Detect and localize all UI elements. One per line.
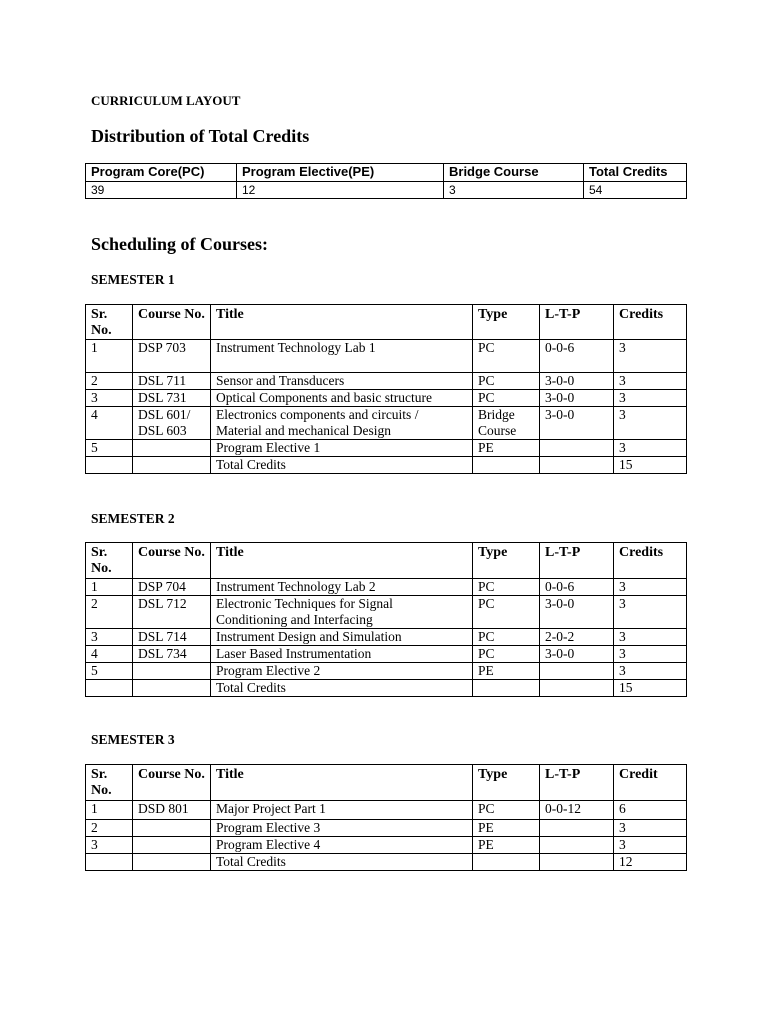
cell-sr bbox=[86, 457, 133, 474]
cell-ltp: 0-0-6 bbox=[540, 579, 614, 596]
distribution-header-cell: Bridge Course bbox=[444, 164, 584, 182]
header-course: Course No. bbox=[133, 765, 211, 801]
cell-title: Instrument Technology Lab 1 bbox=[211, 340, 473, 373]
distribution-value-row bbox=[86, 182, 687, 199]
cell-credits: 3 bbox=[614, 407, 687, 440]
cell-type: PE bbox=[473, 663, 540, 680]
cell-ltp bbox=[540, 440, 614, 457]
cell-credits: 3 bbox=[614, 837, 687, 854]
cell-ltp: 3-0-0 bbox=[540, 407, 614, 440]
cell-title: Program Elective 2 bbox=[211, 663, 473, 680]
cell-course bbox=[133, 820, 211, 837]
header-sr: Sr. No. bbox=[86, 305, 133, 340]
cell-ltp: 2-0-2 bbox=[540, 629, 614, 646]
cell-sr: 4 bbox=[86, 646, 133, 663]
semester-1-title: SEMESTER 1 bbox=[91, 272, 175, 287]
table-header-row bbox=[86, 543, 687, 579]
cell-course bbox=[133, 440, 211, 457]
header-title: Title bbox=[211, 765, 473, 801]
cell-sr: 2 bbox=[86, 820, 133, 837]
cell-ltp: 3-0-0 bbox=[540, 390, 614, 407]
table-row bbox=[86, 854, 687, 871]
table-row bbox=[86, 596, 687, 629]
cell-course bbox=[133, 457, 211, 474]
cell-title: Instrument Design and Simulation bbox=[211, 629, 473, 646]
header-ltp: L-T-P bbox=[540, 765, 614, 801]
header-course: Course No. bbox=[133, 305, 211, 340]
cell-ltp bbox=[540, 663, 614, 680]
table-row bbox=[86, 801, 687, 820]
cell-sr: 3 bbox=[86, 390, 133, 407]
cell-sr: 1 bbox=[86, 801, 133, 820]
cell-type: PC bbox=[473, 579, 540, 596]
cell-type: PE bbox=[473, 440, 540, 457]
header-credits: Credits bbox=[614, 543, 687, 579]
cell-title: Program Elective 4 bbox=[211, 837, 473, 854]
cell-course bbox=[133, 663, 211, 680]
table-header-row bbox=[86, 765, 687, 801]
cell-credits: 3 bbox=[614, 596, 687, 629]
cell-title: Total Credits bbox=[211, 680, 473, 697]
cell-ltp: 3-0-0 bbox=[540, 646, 614, 663]
cell-type: PE bbox=[473, 820, 540, 837]
cell-sr: 4 bbox=[86, 407, 133, 440]
cell-title: Optical Components and basic structure bbox=[211, 390, 473, 407]
cell-title: Instrument Technology Lab 2 bbox=[211, 579, 473, 596]
header-sr: Sr. No. bbox=[86, 765, 133, 801]
cell-type bbox=[473, 854, 540, 871]
cell-ltp: 3-0-0 bbox=[540, 373, 614, 390]
cell-type: PC bbox=[473, 596, 540, 629]
cell-course: DSL 731 bbox=[133, 390, 211, 407]
cell-type: PC bbox=[473, 390, 540, 407]
cell-course: DSL 712 bbox=[133, 596, 211, 629]
cell-type bbox=[473, 680, 540, 697]
table-row bbox=[86, 820, 687, 837]
table-row bbox=[86, 646, 687, 663]
distribution-header-cell: Total Credits bbox=[584, 164, 687, 182]
cell-type: PC bbox=[473, 629, 540, 646]
distribution-value-cell: 12 bbox=[237, 182, 444, 199]
table-row bbox=[86, 629, 687, 646]
table-row bbox=[86, 663, 687, 680]
cell-course: DSL 601/ DSL 603 bbox=[133, 407, 211, 440]
header-course: Course No. bbox=[133, 543, 211, 579]
cell-title: Laser Based Instrumentation bbox=[211, 646, 473, 663]
cell-credits: 3 bbox=[614, 579, 687, 596]
header-title: Title bbox=[211, 543, 473, 579]
table-header-row bbox=[86, 305, 687, 340]
cell-credits: 3 bbox=[614, 373, 687, 390]
table-row bbox=[86, 837, 687, 854]
cell-course: DSL 734 bbox=[133, 646, 211, 663]
header-type: Type bbox=[473, 305, 540, 340]
table-row bbox=[86, 340, 687, 373]
scheduling-title: Scheduling of Courses: bbox=[91, 234, 269, 254]
header-sr: Sr. No. bbox=[86, 543, 133, 579]
header-ltp: L-T-P bbox=[540, 543, 614, 579]
semester-3-table bbox=[85, 764, 687, 871]
cell-ltp: 0-0-12 bbox=[540, 801, 614, 820]
distribution-value-cell: 39 bbox=[86, 182, 237, 199]
cell-course: DSL 711 bbox=[133, 373, 211, 390]
cell-type bbox=[473, 457, 540, 474]
cell-type: PC bbox=[473, 340, 540, 373]
cell-course bbox=[133, 854, 211, 871]
cell-course: DSL 714 bbox=[133, 629, 211, 646]
header-ltp: L-T-P bbox=[540, 305, 614, 340]
header-title: Title bbox=[211, 305, 473, 340]
cell-title: Total Credits bbox=[211, 854, 473, 871]
cell-title: Total Credits bbox=[211, 457, 473, 474]
distribution-header-cell: Program Core(PC) bbox=[86, 164, 237, 182]
header-credits: Credits bbox=[614, 305, 687, 340]
header-type: Type bbox=[473, 543, 540, 579]
cell-ltp: 3-0-0 bbox=[540, 596, 614, 629]
cell-sr: 5 bbox=[86, 663, 133, 680]
cell-credits: 15 bbox=[614, 680, 687, 697]
table-row bbox=[86, 579, 687, 596]
cell-credits: 12 bbox=[614, 854, 687, 871]
cell-ltp: 0-0-6 bbox=[540, 340, 614, 373]
cell-credits: 15 bbox=[614, 457, 687, 474]
table-row bbox=[86, 373, 687, 390]
cell-sr: 3 bbox=[86, 629, 133, 646]
cell-sr: 3 bbox=[86, 837, 133, 854]
cell-credits: 3 bbox=[614, 340, 687, 373]
cell-sr: 1 bbox=[86, 340, 133, 373]
cell-title: Electronic Techniques for Signal Conditioning and Interfacing bbox=[211, 596, 473, 629]
distribution-title: Distribution of Total Credits bbox=[91, 126, 310, 146]
cell-course bbox=[133, 680, 211, 697]
semester-1-table bbox=[85, 304, 687, 474]
cell-ltp bbox=[540, 457, 614, 474]
semester-2-table bbox=[85, 542, 687, 697]
table-row bbox=[86, 680, 687, 697]
cell-credits: 3 bbox=[614, 663, 687, 680]
semester-3-title: SEMESTER 3 bbox=[91, 732, 175, 747]
cell-sr: 2 bbox=[86, 373, 133, 390]
cell-ltp bbox=[540, 680, 614, 697]
semester-2-title: SEMESTER 2 bbox=[91, 511, 175, 526]
distribution-table bbox=[85, 163, 687, 199]
distribution-header-row bbox=[86, 164, 687, 182]
cell-ltp bbox=[540, 837, 614, 854]
cell-title: Major Project Part 1 bbox=[211, 801, 473, 820]
cell-course bbox=[133, 837, 211, 854]
cell-credits: 3 bbox=[614, 629, 687, 646]
cell-credits: 3 bbox=[614, 820, 687, 837]
cell-title: Sensor and Transducers bbox=[211, 373, 473, 390]
cell-ltp bbox=[540, 820, 614, 837]
cell-ltp bbox=[540, 854, 614, 871]
cell-sr: 1 bbox=[86, 579, 133, 596]
cell-sr bbox=[86, 680, 133, 697]
cell-type: PC bbox=[473, 373, 540, 390]
cell-sr bbox=[86, 854, 133, 871]
distribution-value-cell: 3 bbox=[444, 182, 584, 199]
table-row bbox=[86, 440, 687, 457]
cell-credits: 3 bbox=[614, 390, 687, 407]
table-row bbox=[86, 407, 687, 440]
header-type: Type bbox=[473, 765, 540, 801]
table-row bbox=[86, 457, 687, 474]
header-credits: Credit bbox=[614, 765, 687, 801]
cell-course: DSP 704 bbox=[133, 579, 211, 596]
cell-credits: 3 bbox=[614, 440, 687, 457]
cell-title: Electronics components and circuits / Material and mechanical Design bbox=[211, 407, 473, 440]
table-row bbox=[86, 390, 687, 407]
cell-credits: 3 bbox=[614, 646, 687, 663]
cell-type: Bridge Course bbox=[473, 407, 540, 440]
cell-type: PC bbox=[473, 646, 540, 663]
distribution-value-cell: 54 bbox=[584, 182, 687, 199]
cell-type: PC bbox=[473, 801, 540, 820]
cell-sr: 2 bbox=[86, 596, 133, 629]
cell-title: Program Elective 1 bbox=[211, 440, 473, 457]
cell-course: DSD 801 bbox=[133, 801, 211, 820]
cell-credits: 6 bbox=[614, 801, 687, 820]
cell-sr: 5 bbox=[86, 440, 133, 457]
distribution-header-cell: Program Elective(PE) bbox=[237, 164, 444, 182]
cell-title: Program Elective 3 bbox=[211, 820, 473, 837]
cell-type: PE bbox=[473, 837, 540, 854]
cell-course: DSP 703 bbox=[133, 340, 211, 373]
document-heading: CURRICULUM LAYOUT bbox=[91, 93, 241, 108]
